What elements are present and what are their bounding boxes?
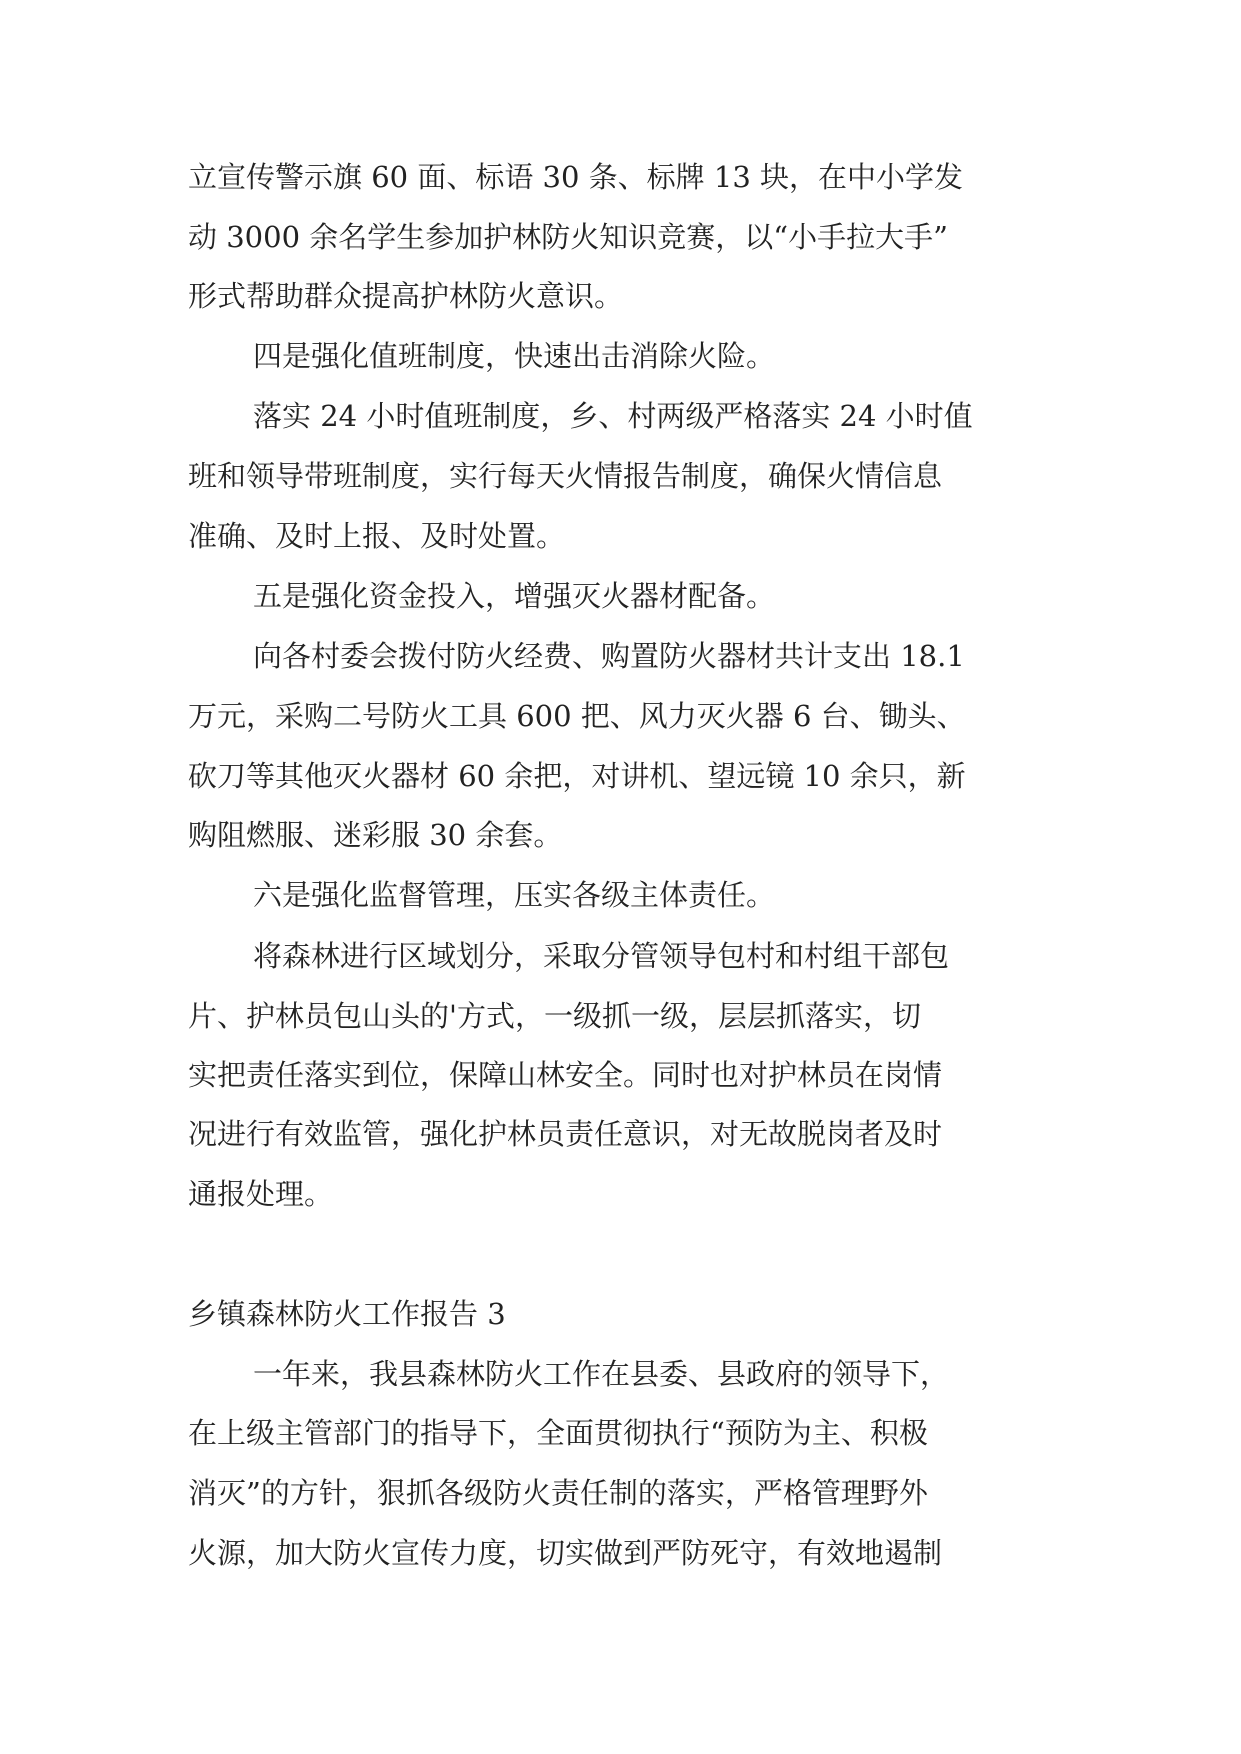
paragraph-line: 砍刀等其他灭火器材 60 余把，对讲机、望远镜 10 余只，新 <box>188 759 966 793</box>
section-heading: 四是强化值班制度，快速出击消除火险。 <box>253 339 776 373</box>
paragraph-line: 准确、及时上报、及时处置。 <box>188 519 566 553</box>
paragraph-line: 落实 24 小时值班制度，乡、村两级严格落实 24 小时值 <box>253 399 973 433</box>
paragraph-line: 一年来，我县森林防火工作在县委、县政府的领导下， <box>253 1357 950 1391</box>
paragraph-line: 消灭”的方针，狠抓各级防火责任制的落实，严格管理野外 <box>188 1476 928 1510</box>
paragraph-line: 实把责任落实到位，保障山林安全。同时也对护林员在岗情 <box>188 1058 943 1092</box>
paragraph-line: 万元，采购二号防火工具 600 把、风力灭火器 6 台、锄头、 <box>188 699 966 733</box>
paragraph-line: 形式帮助群众提高护林防火意识。 <box>188 279 624 313</box>
report-title: 乡镇森林防火工作报告 3 <box>188 1297 506 1331</box>
paragraph-line: 在上级主管部门的指导下，全面贯彻执行“预防为主、积极 <box>188 1416 928 1450</box>
paragraph-line: 况进行有效监管，强化护林员责任意识，对无故脱岗者及时 <box>188 1117 943 1151</box>
section-heading: 六是强化监督管理，压实各级主体责任。 <box>253 878 776 912</box>
paragraph-line: 动 3000 余名学生参加护林防火知识竞赛，以“小手拉大手” <box>188 220 948 254</box>
paragraph-line: 将森林进行区域划分，采取分管领导包村和村组干部包 <box>253 939 950 973</box>
paragraph-line: 火源，加大防火宣传力度，切实做到严防死守，有效地遏制 <box>188 1536 943 1570</box>
paragraph-line: 班和领导带班制度，实行每天火情报告制度，确保火情信息 <box>188 459 943 493</box>
paragraph-line: 片、护林员包山头的'方式，一级抓一级，层层抓落实，切 <box>188 999 921 1033</box>
paragraph-line: 通报处理。 <box>188 1177 334 1211</box>
paragraph-line: 购阻燃服、迷彩服 30 余套。 <box>188 818 563 852</box>
paragraph-line: 向各村委会拨付防火经费、购置防火器材共计支出 18.1 <box>253 639 965 673</box>
section-heading: 五是强化资金投入，增强灭火器材配备。 <box>253 579 776 613</box>
paragraph-line: 立宣传警示旗 60 面、标语 30 条、标牌 13 块，在中小学发 <box>188 160 964 194</box>
